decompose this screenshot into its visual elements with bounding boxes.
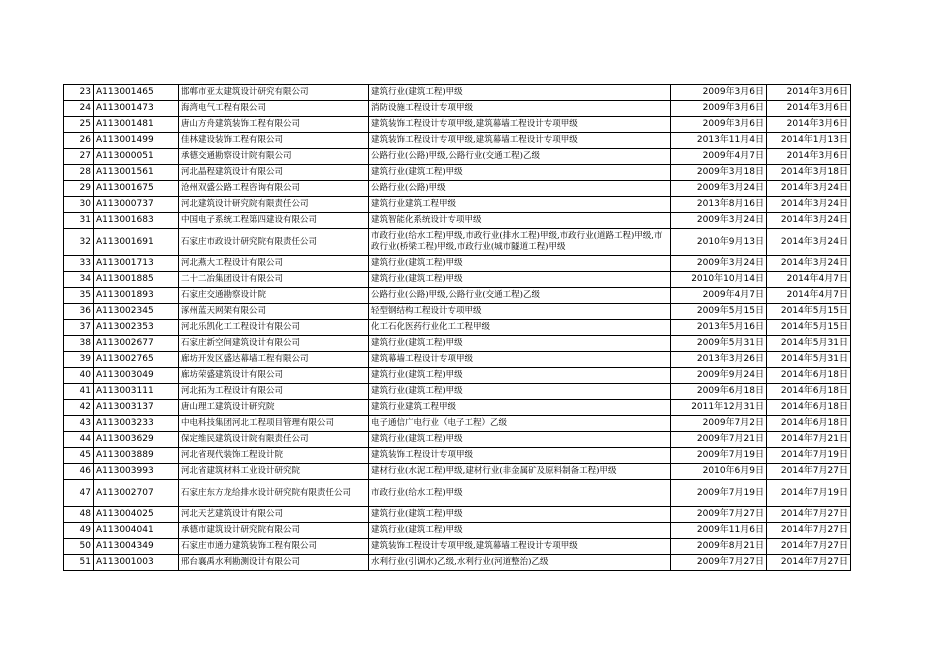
- company-name-cell: 石家庄市通力建筑装饰工程有限公司: [179, 539, 369, 555]
- company-name-cell: 唐山方舟建筑装饰工程有限公司: [179, 117, 369, 133]
- company-name-cell: 保定维民建筑设计院有限责任公司: [179, 432, 369, 448]
- expiry-date-cell: 2014年5月15日: [767, 320, 851, 336]
- certificate-code-cell: A113001561: [94, 165, 179, 181]
- table-row: [64, 448, 851, 464]
- issue-date-cell: 2009年5月15日: [671, 304, 767, 320]
- row-number-cell: 51: [64, 555, 94, 571]
- expiry-date-cell: 2014年7月27日: [767, 507, 851, 523]
- qualification-cell: 建筑行业(建筑工程)甲级: [369, 384, 671, 400]
- row-number-cell: 46: [64, 464, 94, 480]
- table-row: [64, 85, 851, 101]
- certificate-code-cell: A113004041: [94, 523, 179, 539]
- company-name-cell: 廊坊荣盛建筑设计有限公司: [179, 368, 369, 384]
- table-row: [64, 181, 851, 197]
- company-name-cell: 二十二冶集团设计有限公司: [179, 272, 369, 288]
- table-row: [64, 400, 851, 416]
- qualification-cell: 建筑行业(建筑工程)甲级: [369, 523, 671, 539]
- expiry-date-cell: 2014年6月18日: [767, 400, 851, 416]
- certificate-code-cell: A113002353: [94, 320, 179, 336]
- qualification-cell: 建筑行业(建筑工程)甲级: [369, 336, 671, 352]
- qualification-cell: 建筑行业(建筑工程)甲级: [369, 507, 671, 523]
- certificate-code-cell: A113001893: [94, 288, 179, 304]
- certificate-code-cell: A113003111: [94, 384, 179, 400]
- issue-date-cell: 2009年3月24日: [671, 213, 767, 229]
- issue-date-cell: 2009年11月6日: [671, 523, 767, 539]
- row-number-cell: 45: [64, 448, 94, 464]
- table-row: [64, 101, 851, 117]
- row-number-cell: 29: [64, 181, 94, 197]
- issue-date-cell: 2009年3月6日: [671, 101, 767, 117]
- table-row: [64, 133, 851, 149]
- qualification-cell: 建筑行业建筑工程甲级: [369, 400, 671, 416]
- row-number-cell: 23: [64, 85, 94, 101]
- expiry-date-cell: 2014年5月31日: [767, 352, 851, 368]
- issue-date-cell: 2009年3月6日: [671, 117, 767, 133]
- row-number-cell: 38: [64, 336, 94, 352]
- certificate-code-cell: A113003629: [94, 432, 179, 448]
- row-number-cell: 40: [64, 368, 94, 384]
- row-number-cell: 26: [64, 133, 94, 149]
- company-name-cell: 石家庄东方龙给排水设计研究院有限责任公司: [179, 480, 369, 507]
- table-row: [64, 272, 851, 288]
- certificate-code-cell: A113001465: [94, 85, 179, 101]
- certificate-code-cell: A113003993: [94, 464, 179, 480]
- row-number-cell: 50: [64, 539, 94, 555]
- company-name-cell: 河北晶程建筑设计有限公司: [179, 165, 369, 181]
- certificate-code-cell: A113003233: [94, 416, 179, 432]
- certificate-code-cell: A113002677: [94, 336, 179, 352]
- company-name-cell: 石家庄新空间建筑设计有限公司: [179, 336, 369, 352]
- row-number-cell: 37: [64, 320, 94, 336]
- table-row: [64, 539, 851, 555]
- issue-date-cell: 2009年8月21日: [671, 539, 767, 555]
- issue-date-cell: 2009年7月2日: [671, 416, 767, 432]
- row-number-cell: 36: [64, 304, 94, 320]
- certificate-code-cell: A113001885: [94, 272, 179, 288]
- issue-date-cell: 2009年7月27日: [671, 507, 767, 523]
- expiry-date-cell: 2014年7月27日: [767, 464, 851, 480]
- certificate-code-cell: A113004025: [94, 507, 179, 523]
- qualification-cell: 建筑行业(建筑工程)甲级: [369, 165, 671, 181]
- table-row: [64, 523, 851, 539]
- company-name-cell: 河北天艺建筑设计有限公司: [179, 507, 369, 523]
- issue-date-cell: 2009年7月19日: [671, 448, 767, 464]
- qualification-cell: 建材行业(水泥工程)甲级,建材行业(非金属矿及原料制备工程)甲级: [369, 464, 671, 480]
- certificate-code-cell: A113001675: [94, 181, 179, 197]
- issue-date-cell: 2009年7月27日: [671, 555, 767, 571]
- certificate-code-cell: A113001691: [94, 229, 179, 256]
- qualification-cell: 公路行业(公路)甲级,公路行业(交通工程)乙级: [369, 288, 671, 304]
- issue-date-cell: 2009年3月6日: [671, 85, 767, 101]
- issue-date-cell: 2013年8月16日: [671, 197, 767, 213]
- issue-date-cell: 2009年4月7日: [671, 288, 767, 304]
- qualification-cell: 建筑装饰工程设计专项甲级: [369, 448, 671, 464]
- expiry-date-cell: 2014年5月31日: [767, 336, 851, 352]
- expiry-date-cell: 2014年3月18日: [767, 165, 851, 181]
- certificate-code-cell: A113001713: [94, 256, 179, 272]
- expiry-date-cell: 2014年7月19日: [767, 480, 851, 507]
- issue-date-cell: 2009年3月24日: [671, 256, 767, 272]
- certificate-code-cell: A113002765: [94, 352, 179, 368]
- certificate-code-cell: A113001003: [94, 555, 179, 571]
- company-name-cell: 涿州蓝天网架有限公司: [179, 304, 369, 320]
- company-name-cell: 邢台襄禹水利勘测设计有限公司: [179, 555, 369, 571]
- company-name-cell: 承德市建筑设计研究院有限公司: [179, 523, 369, 539]
- table-row: [64, 480, 851, 507]
- row-number-cell: 33: [64, 256, 94, 272]
- company-name-cell: 石家庄市政设计研究院有限责任公司: [179, 229, 369, 256]
- qualification-cell: 建筑装饰工程设计专项甲级,建筑幕墙工程设计专项甲级: [369, 117, 671, 133]
- certificate-code-cell: A113000051: [94, 149, 179, 165]
- qualification-table: [63, 84, 851, 571]
- table-row: [64, 416, 851, 432]
- expiry-date-cell: 2014年3月6日: [767, 117, 851, 133]
- company-name-cell: 邯郸市亚太建筑设计研究有限公司: [179, 85, 369, 101]
- issue-date-cell: 2009年3月18日: [671, 165, 767, 181]
- company-name-cell: 石家庄交通勘察设计院: [179, 288, 369, 304]
- expiry-date-cell: 2014年3月24日: [767, 197, 851, 213]
- issue-date-cell: 2009年9月24日: [671, 368, 767, 384]
- qualification-cell: 建筑行业建筑工程甲级: [369, 197, 671, 213]
- row-number-cell: 43: [64, 416, 94, 432]
- qualification-cell: 建筑行业(建筑工程)甲级: [369, 272, 671, 288]
- company-name-cell: 唐山理工建筑设计研究院: [179, 400, 369, 416]
- row-number-cell: 32: [64, 229, 94, 256]
- issue-date-cell: 2009年4月7日: [671, 149, 767, 165]
- company-name-cell: 承德交通勘察设计院有限公司: [179, 149, 369, 165]
- company-name-cell: 河北燕大工程设计有限公司: [179, 256, 369, 272]
- company-name-cell: 佳林建设装饰工程有限公司: [179, 133, 369, 149]
- expiry-date-cell: 2014年3月6日: [767, 85, 851, 101]
- qualification-cell: 建筑行业(建筑工程)甲级: [369, 85, 671, 101]
- qualification-cell: 化工石化医药行业化工工程甲级: [369, 320, 671, 336]
- row-number-cell: 48: [64, 507, 94, 523]
- company-name-cell: 中电科技集团河北工程项目管理有限公司: [179, 416, 369, 432]
- qualification-cell: 建筑装饰工程设计专项甲级,建筑幕墙工程设计专项甲级: [369, 539, 671, 555]
- row-number-cell: 28: [64, 165, 94, 181]
- issue-date-cell: 2009年7月19日: [671, 480, 767, 507]
- row-number-cell: 35: [64, 288, 94, 304]
- table-row: [64, 165, 851, 181]
- qualification-cell: 消防设施工程设计专项甲级: [369, 101, 671, 117]
- issue-date-cell: 2009年6月18日: [671, 384, 767, 400]
- row-number-cell: 49: [64, 523, 94, 539]
- table-row: [64, 555, 851, 571]
- row-number-cell: 25: [64, 117, 94, 133]
- company-name-cell: 中国电子系统工程第四建设有限公司: [179, 213, 369, 229]
- company-name-cell: 海湾电气工程有限公司: [179, 101, 369, 117]
- certificate-code-cell: A113002345: [94, 304, 179, 320]
- company-name-cell: 廊坊开发区盛达幕墙工程有限公司: [179, 352, 369, 368]
- table-row: [64, 304, 851, 320]
- certificate-code-cell: A113000737: [94, 197, 179, 213]
- qualification-cell: 轻型钢结构工程设计专项甲级: [369, 304, 671, 320]
- expiry-date-cell: 2014年3月6日: [767, 149, 851, 165]
- table-row: [64, 149, 851, 165]
- issue-date-cell: 2009年7月21日: [671, 432, 767, 448]
- certificate-code-cell: A113003049: [94, 368, 179, 384]
- qualification-cell: 建筑智能化系统设计专项甲级: [369, 213, 671, 229]
- row-number-cell: 24: [64, 101, 94, 117]
- table-row: [64, 320, 851, 336]
- certificate-code-cell: A113004349: [94, 539, 179, 555]
- qualification-cell: 公路行业(公路)甲级: [369, 181, 671, 197]
- expiry-date-cell: 2014年6月18日: [767, 384, 851, 400]
- certificate-code-cell: A113003137: [94, 400, 179, 416]
- qualification-cell: 建筑行业(建筑工程)甲级: [369, 256, 671, 272]
- table-row: [64, 213, 851, 229]
- expiry-date-cell: 2014年7月27日: [767, 539, 851, 555]
- expiry-date-cell: 2014年3月24日: [767, 213, 851, 229]
- issue-date-cell: 2013年11月4日: [671, 133, 767, 149]
- issue-date-cell: 2013年5月16日: [671, 320, 767, 336]
- issue-date-cell: 2010年6月9日: [671, 464, 767, 480]
- expiry-date-cell: 2014年6月18日: [767, 416, 851, 432]
- expiry-date-cell: 2014年3月24日: [767, 229, 851, 256]
- qualification-cell: 电子通信广电行业（电子工程）乙级: [369, 416, 671, 432]
- table-row: [64, 229, 851, 256]
- table-row: [64, 507, 851, 523]
- qualification-cell: 建筑行业(建筑工程)甲级: [369, 368, 671, 384]
- row-number-cell: 41: [64, 384, 94, 400]
- company-name-cell: 河北建筑设计研究院有限责任公司: [179, 197, 369, 213]
- table-row: [64, 336, 851, 352]
- expiry-date-cell: 2014年3月24日: [767, 256, 851, 272]
- table-row: [64, 352, 851, 368]
- row-number-cell: 31: [64, 213, 94, 229]
- expiry-date-cell: 2014年4月7日: [767, 272, 851, 288]
- qualification-cell: 市政行业(给水工程)甲级,市政行业(排水工程)甲级,市政行业(道路工程)甲级,市政行业(桥梁工程)甲级,市政行业(城市隧道工程)甲级: [369, 229, 671, 256]
- row-number-cell: 30: [64, 197, 94, 213]
- row-number-cell: 27: [64, 149, 94, 165]
- table-row: [64, 384, 851, 400]
- company-name-cell: 河北拓为工程设计有限公司: [179, 384, 369, 400]
- table-row: [64, 432, 851, 448]
- expiry-date-cell: 2014年3月24日: [767, 181, 851, 197]
- qualification-cell: 建筑行业(建筑工程)甲级: [369, 432, 671, 448]
- row-number-cell: 42: [64, 400, 94, 416]
- expiry-date-cell: 2014年1月13日: [767, 133, 851, 149]
- expiry-date-cell: 2014年7月21日: [767, 432, 851, 448]
- table-row: [64, 288, 851, 304]
- issue-date-cell: 2010年9月13日: [671, 229, 767, 256]
- certificate-code-cell: A113001499: [94, 133, 179, 149]
- table-body: [64, 85, 851, 571]
- table-row: [64, 256, 851, 272]
- row-number-cell: 34: [64, 272, 94, 288]
- issue-date-cell: 2009年3月24日: [671, 181, 767, 197]
- row-number-cell: 47: [64, 480, 94, 507]
- expiry-date-cell: 2014年7月19日: [767, 448, 851, 464]
- expiry-date-cell: 2014年7月27日: [767, 555, 851, 571]
- expiry-date-cell: 2014年3月6日: [767, 101, 851, 117]
- qualification-cell: 水利行业(引调水)乙级,水利行业(河道整治)乙级: [369, 555, 671, 571]
- issue-date-cell: 2010年10月14日: [671, 272, 767, 288]
- certificate-code-cell: A113001683: [94, 213, 179, 229]
- table-row: [64, 197, 851, 213]
- company-name-cell: 河北省建筑材料工业设计研究院: [179, 464, 369, 480]
- table-row: [64, 117, 851, 133]
- row-number-cell: 44: [64, 432, 94, 448]
- company-name-cell: 河北省现代装饰工程设计院: [179, 448, 369, 464]
- qualification-cell: 建筑幕墙工程设计专项甲级: [369, 352, 671, 368]
- certificate-code-cell: A113002707: [94, 480, 179, 507]
- qualification-cell: 市政行业(给水工程)甲级: [369, 480, 671, 507]
- certificate-code-cell: A113001473: [94, 101, 179, 117]
- expiry-date-cell: 2014年4月7日: [767, 288, 851, 304]
- expiry-date-cell: 2014年6月18日: [767, 368, 851, 384]
- expiry-date-cell: 2014年5月15日: [767, 304, 851, 320]
- company-name-cell: 河北乐凯化工工程设计有限公司: [179, 320, 369, 336]
- table-row: [64, 464, 851, 480]
- issue-date-cell: 2011年12月31日: [671, 400, 767, 416]
- issue-date-cell: 2013年3月26日: [671, 352, 767, 368]
- company-name-cell: 沧州双盛公路工程咨询有限公司: [179, 181, 369, 197]
- expiry-date-cell: 2014年7月27日: [767, 523, 851, 539]
- qualification-cell: 公路行业(公路)甲级,公路行业(交通工程)乙级: [369, 149, 671, 165]
- certificate-code-cell: A113003889: [94, 448, 179, 464]
- table-row: [64, 368, 851, 384]
- certificate-code-cell: A113001481: [94, 117, 179, 133]
- qualification-cell: 建筑装饰工程设计专项甲级,建筑幕墙工程设计专项甲级: [369, 133, 671, 149]
- issue-date-cell: 2009年5月31日: [671, 336, 767, 352]
- row-number-cell: 39: [64, 352, 94, 368]
